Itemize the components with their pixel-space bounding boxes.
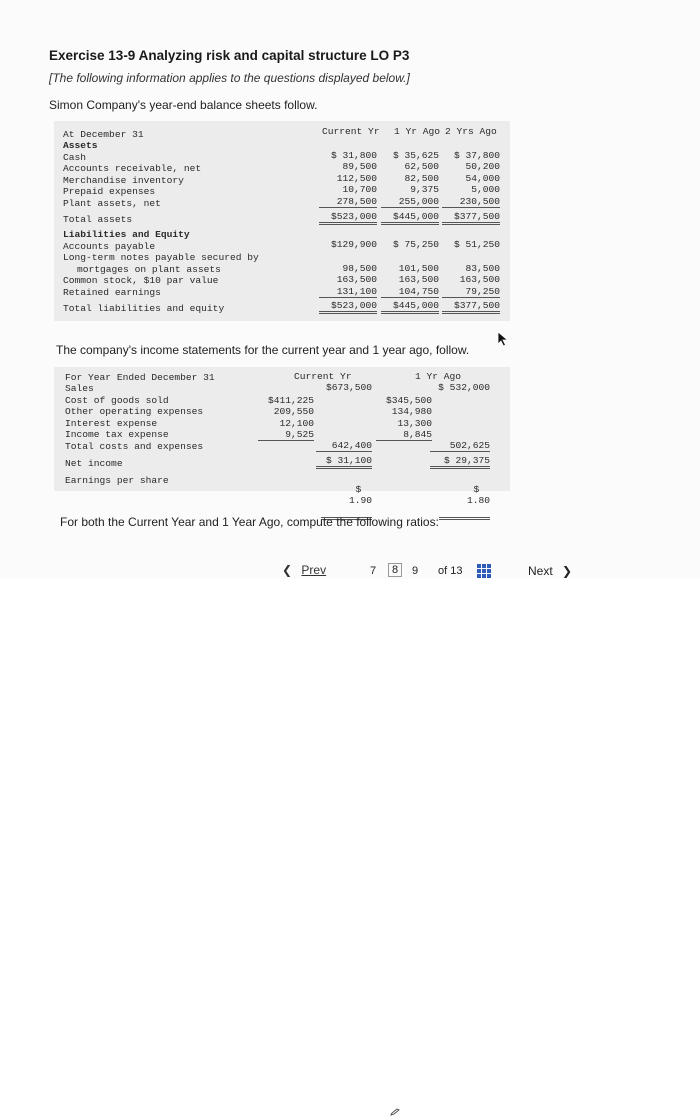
eps-prior: 1.80 — [466, 495, 490, 506]
expense-prior: $345,500 — [385, 395, 432, 406]
asset-value-1yr: 82,500 — [404, 173, 439, 184]
notes-1yr: 101,500 — [398, 263, 439, 274]
total-costs-label: Total costs and expenses — [65, 441, 204, 452]
bs-header-current: Current Yr — [322, 126, 380, 137]
asset-value-2yrs: 230,500 — [442, 196, 500, 208]
retained-earnings-2yrs: 79,250 — [442, 286, 500, 298]
page-8-link-current[interactable]: 8 — [388, 563, 402, 577]
asset-value-2yrs: $ 37,800 — [453, 150, 500, 161]
common-stock-1yr: 163,500 — [398, 274, 439, 285]
total-liabilities-1yr: $445,000 — [381, 300, 439, 314]
expense-current: 9,525 — [258, 429, 314, 441]
bs-header-2yrs: 2 Yrs Ago — [445, 126, 497, 137]
total-liabilities-2yrs: $377,500 — [442, 300, 500, 314]
balance-sheet-intro: Simon Company's year-end balance sheets follow. — [49, 98, 318, 112]
asset-value-1yr: 62,500 — [404, 161, 439, 172]
common-stock-current: 163,500 — [336, 274, 377, 285]
pencil-icon — [390, 1108, 400, 1116]
retained-earnings-label: Retained earnings — [63, 287, 161, 298]
expense-label: Interest expense — [65, 418, 158, 429]
eps-current: 1.90 — [348, 495, 372, 506]
retained-earnings-1yr: 104,750 — [381, 286, 439, 298]
total-liabilities-current: $523,000 — [319, 300, 377, 314]
exercise-title: Exercise 13-9 Analyzing risk and capital structure LO P3 — [49, 48, 410, 63]
asset-label: Prepaid expenses — [63, 186, 156, 197]
common-stock-label: Common stock, $10 par value — [63, 275, 219, 286]
net-income-current: $ 31,100 — [316, 455, 372, 469]
asset-value-current: 112,500 — [336, 173, 377, 184]
liabilities-heading: Liabilities and Equity — [63, 229, 190, 240]
expense-current: 209,550 — [273, 406, 314, 417]
asset-label: Accounts receivable, net — [63, 163, 202, 174]
expense-label: Other operating expenses — [65, 406, 204, 417]
total-assets-2yrs: $377,500 — [442, 211, 500, 225]
mouse-cursor-icon — [497, 331, 509, 347]
eps-prior-cell — [439, 473, 490, 520]
asset-value-current: 278,500 — [319, 196, 377, 208]
asset-value-2yrs: 50,200 — [465, 161, 500, 172]
bs-header-label: At December 31 — [63, 129, 144, 140]
notes-2yrs: 83,500 — [465, 263, 500, 274]
accounts-payable-label: Accounts payable — [63, 241, 156, 252]
total-liabilities-label: Total liabilities and equity — [63, 303, 225, 314]
eps-label: Earnings per share — [65, 475, 169, 486]
next-button[interactable] — [528, 564, 572, 578]
asset-label: Merchandise inventory — [63, 175, 184, 186]
is-header-prior: 1 Yr Ago — [415, 371, 462, 382]
asset-value-2yrs: 54,000 — [465, 173, 500, 184]
instructions-note: [The following information applies to the questions displayed below.] — [49, 71, 410, 85]
expense-current: 12,100 — [279, 418, 314, 429]
prev-button[interactable] — [282, 563, 326, 577]
expense-label: Income tax expense — [65, 429, 169, 440]
asset-value-1yr: $ 35,625 — [392, 150, 439, 161]
total-costs-prior: 502,625 — [430, 440, 490, 452]
retained-earnings-current: 131,100 — [319, 286, 377, 298]
ratios-prompt: For both the Current Year and 1 Year Ago, compute the following ratios: — [60, 515, 439, 529]
asset-label: Cash — [63, 152, 87, 163]
net-income-label: Net income — [65, 458, 123, 469]
income-statement-table — [54, 367, 510, 506]
asset-label: Plant assets, net — [63, 198, 161, 209]
eps-current-cell — [321, 473, 372, 520]
bs-header-1yr: 1 Yr Ago — [394, 126, 441, 137]
chevron-right-icon: ❯ — [562, 564, 573, 578]
asset-value-current: 10,700 — [342, 184, 377, 195]
expense-prior: 13,300 — [397, 418, 432, 429]
eps-current-sign: $ — [355, 484, 362, 495]
eps-prior-sign: $ — [473, 484, 480, 495]
net-income-prior: $ 29,375 — [430, 455, 490, 469]
notes-label: Long-term notes payable secured by — [63, 252, 259, 263]
accounts-payable-current: $129,900 — [330, 239, 377, 250]
page-9-link[interactable]: 9 — [412, 565, 419, 577]
assets-heading: Assets — [63, 140, 98, 151]
asset-value-current: 89,500 — [342, 161, 377, 172]
asset-value-2yrs: 5,000 — [471, 184, 500, 195]
common-stock-2yrs: 163,500 — [459, 274, 500, 285]
expense-prior: 134,980 — [391, 406, 432, 417]
income-statement-intro: The company's income statements for the current year and 1 year ago, follow. — [56, 343, 470, 357]
notes-current: 98,500 — [342, 263, 377, 274]
prev-label: Prev — [301, 563, 327, 577]
grid-menu-icon[interactable] — [477, 564, 491, 578]
accounts-payable-1yr: $ 75,250 — [392, 239, 439, 250]
is-header-label: For Year Ended December 31 — [65, 372, 215, 383]
sales-label: Sales — [65, 383, 94, 394]
expense-prior: 8,845 — [376, 429, 432, 441]
total-costs-current: 642,400 — [316, 440, 372, 452]
next-label: Next — [528, 564, 553, 578]
balance-sheet-table — [54, 121, 510, 321]
asset-value-current: $ 31,800 — [330, 150, 377, 161]
total-assets-1yr: $445,000 — [381, 211, 439, 225]
sales-prior: $ 532,000 — [438, 382, 490, 393]
asset-value-1yr: 9,375 — [410, 184, 439, 195]
chevron-left-icon: ❮ — [282, 563, 293, 577]
expense-label: Cost of goods sold — [65, 395, 169, 406]
total-assets-current: $523,000 — [319, 211, 377, 225]
accounts-payable-2yrs: $ 51,250 — [453, 239, 500, 250]
pagination-bar — [0, 555, 700, 579]
total-assets-label: Total assets — [63, 214, 133, 225]
notes-label-cont: mortgages on plant assets — [77, 264, 221, 275]
page-7-link[interactable]: 7 — [370, 565, 377, 577]
page-count: of 13 — [438, 565, 463, 577]
is-header-current: Current Yr — [294, 371, 352, 382]
sales-current: $673,500 — [325, 382, 372, 393]
expense-current: $411,225 — [267, 395, 314, 406]
asset-value-1yr: 255,000 — [381, 196, 439, 208]
